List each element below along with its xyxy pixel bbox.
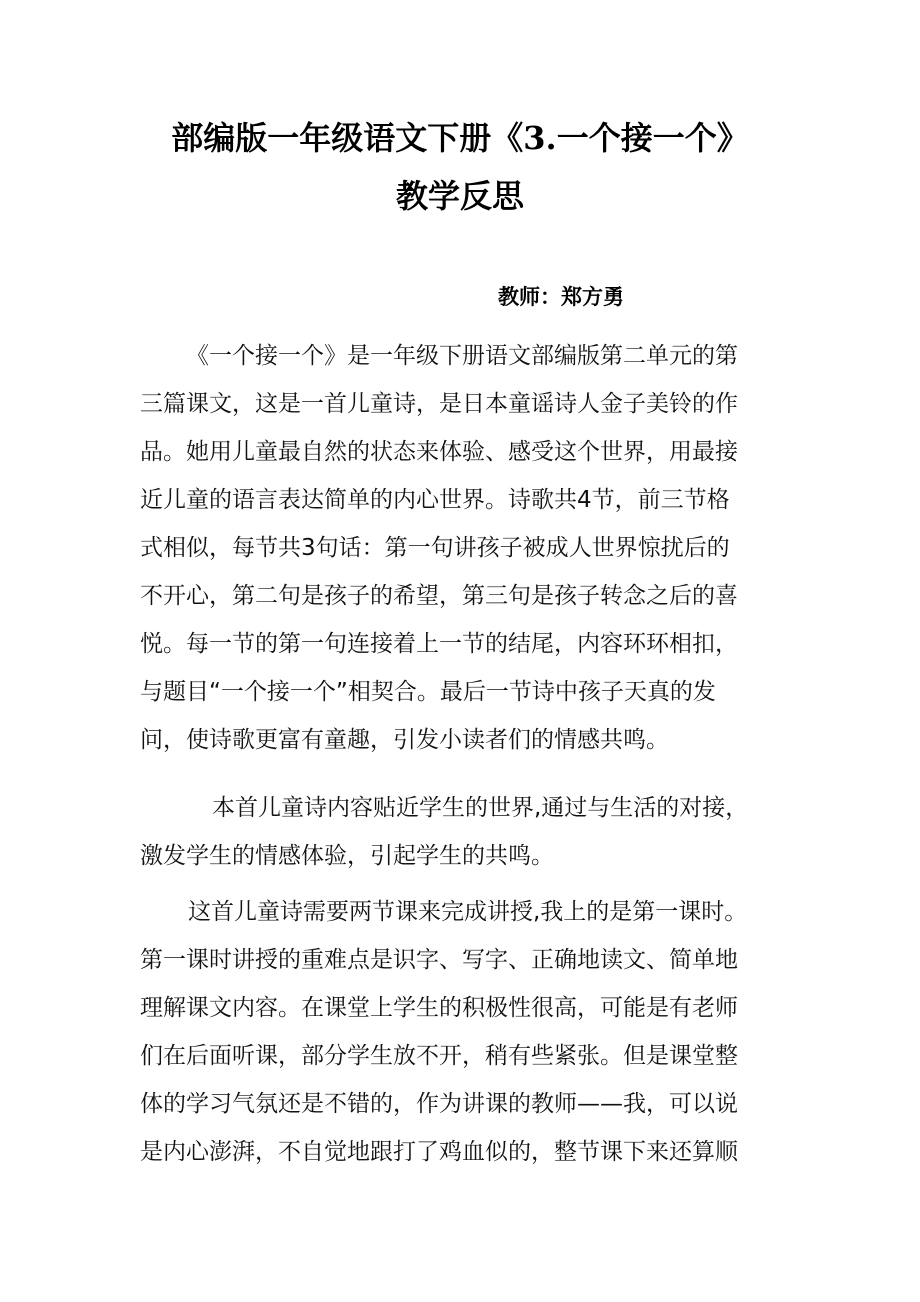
paragraph-line: 《一个接一个》是一年级下册语文部编版第二单元的第 [186,343,738,369]
paragraph-line: 体的学习气氛还是不错的，作为讲课的教师——我，可以说 [140,1091,738,1117]
paragraph-reflection [140,888,800,1176]
paragraph-line: 第一课时讲授的重难点是识字、写字、正确地读文、简单地 [140,947,738,973]
paragraph-line: 问，使诗歌更富有童趣，引发小读者们的情感共鸣。 [140,727,669,753]
paragraph-content [140,784,800,880]
paragraph-line: 本首儿童诗内容贴近学生的世界,通过与生活的对接， [212,795,749,821]
paragraph-line: 与题目“一个接一个”相契合。最后一节诗中孩子天真的发 [140,679,716,705]
paragraph-line: 激发学生的情感体验，引起学生的共鸣。 [140,843,554,869]
paragraph-intro [140,332,800,764]
document-title-line2: 教学反思 [395,177,524,215]
paragraph-line: 理解课文内容。在课堂上学生的积极性很高，可能是有老师 [140,995,738,1021]
document-title-line1: 部编版一年级语文下册《3.一个接一个》 [171,119,749,157]
paragraph-line: 式相似，每节共3句话：第一句讲孩子被成人世界惊扰后的 [140,535,730,561]
paragraph-line: 们在后面听课，部分学生放不开，稍有些紧张。但是课堂整 [140,1043,738,1069]
paragraph-line: 是内心澎湃，不自觉地跟打了鸡血似的，整节课下来还算顺 [140,1139,738,1165]
paragraph-line: 近儿童的语言表达简单的内心世界。诗歌共4节，前三节格 [140,487,730,513]
paragraph-line: 不开心，第二句是孩子的希望，第三句是孩子转念之后的喜 [140,583,738,609]
paragraph-line: 悦。每一节的第一句连接着上一节的结尾，内容环环相扣， [140,631,738,657]
paragraph-line: 这首儿童诗需要两节课来完成讲授,我上的是第一课时。 [188,899,748,925]
paragraph-line: 品。她用儿童最自然的状态来体验、感受这个世界，用最接 [140,439,738,465]
paragraph-line: 三篇课文，这是一首儿童诗，是日本童谣诗人金子美铃的作 [140,391,738,417]
author-line: 教师：郑方勇 [498,284,624,309]
